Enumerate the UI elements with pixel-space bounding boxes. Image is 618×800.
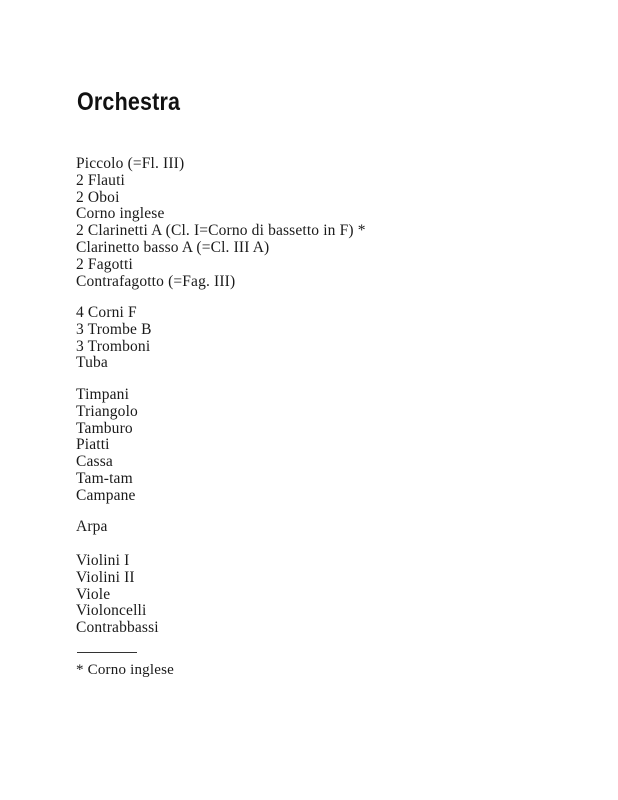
page-title: Orchestra: [77, 88, 181, 116]
brass-group: [76, 305, 152, 372]
footnote: * Corno inglese: [76, 662, 174, 678]
instrument-item: 2 Clarinetti A (Cl. I=Corno di bassetto in F) *: [76, 222, 366, 240]
instrument-item: Violoncelli: [76, 602, 147, 620]
instrument-item: Viole: [76, 585, 111, 603]
instrument-item: Violini II: [76, 568, 135, 586]
instrument-item: Clarinetto basso A (=Cl. III A): [76, 238, 270, 256]
percussion-group: [76, 387, 138, 505]
instrument-item: Triangolo: [76, 402, 138, 420]
harp-group: [76, 519, 108, 536]
instrument-item: Contrabbassi: [76, 619, 159, 637]
instrument-item: Corno inglese: [76, 205, 165, 223]
instrument-item: Contrafagotto (=Fag. III): [76, 272, 236, 290]
instrument-item: Tamburo: [76, 419, 133, 437]
footnote-divider: [77, 652, 137, 653]
strings-group: [76, 553, 159, 637]
instrument-item: 2 Fagotti: [76, 255, 133, 273]
instrument-item: 3 Trombe B: [76, 320, 152, 338]
instrument-item: 2 Oboi: [76, 188, 120, 206]
instrument-item: Piatti: [76, 436, 110, 454]
woodwinds-group: [76, 156, 366, 290]
instrument-item: Tuba: [76, 354, 108, 372]
instrument-item: Cassa: [76, 453, 113, 471]
instrument-item: Piccolo (=Fl. III): [76, 155, 185, 172]
instrument-item: Tam-tam: [76, 469, 133, 487]
instrument-item: Violini I: [76, 552, 130, 569]
instrument-item: Arpa: [76, 518, 108, 535]
instrument-item: 3 Tromboni: [76, 337, 151, 355]
instrument-item: Timpani: [76, 386, 130, 403]
instrument-item: 2 Flauti: [76, 171, 125, 189]
instrument-item: 4 Corni F: [76, 304, 137, 321]
instrument-item: Campane: [76, 486, 136, 504]
